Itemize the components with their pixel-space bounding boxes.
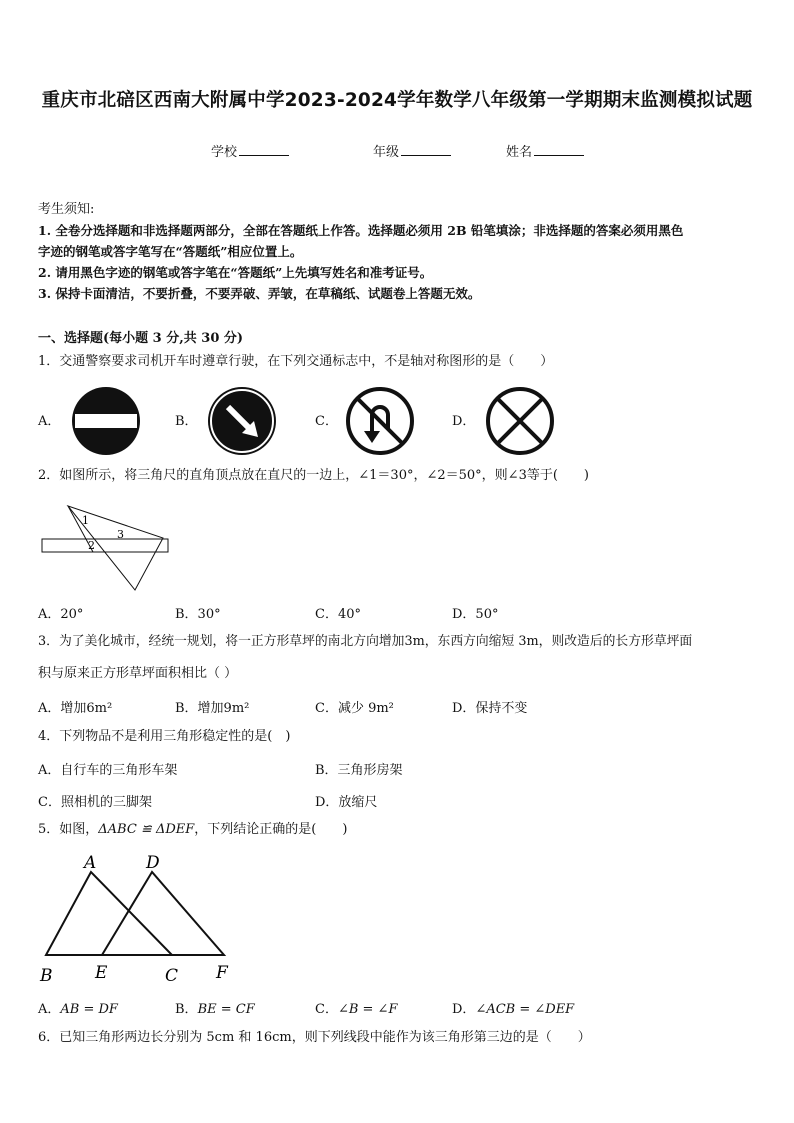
- q5-stem-suffix: ，下列结论正确的是( ): [194, 822, 348, 837]
- no-entry-sign-icon: [70, 385, 142, 457]
- question-2-stem: 2．如图所示，将三角尺的直角顶点放在直尺的一边上，∠1＝30°，∠2＝50°，则∠3等于( ): [38, 468, 589, 483]
- q5-vertex-f-label: F: [216, 963, 228, 983]
- q4-option-b: B．三角形房架: [315, 763, 403, 778]
- q5-stem-math: ΔABC ≌ ΔDEF: [98, 822, 195, 837]
- q4-option-d: D．放缩尺: [315, 795, 378, 810]
- school-field: [211, 141, 289, 160]
- q5-vertex-b-label: B: [40, 966, 53, 986]
- notice-item-1: 1. 全卷分选择题和非选择题两部分，全部在答题纸上作答。选择题必须用 2B 铅笔填涂；非选择题的答案必须用黑色: [38, 223, 684, 238]
- q2-option-a: A．20°: [38, 607, 84, 622]
- q5-option-d-prefix: D．: [452, 1002, 476, 1017]
- question-4-stem: 4．下列物品不是利用三角形稳定性的是( ): [38, 729, 291, 744]
- q5-option-d: [452, 998, 574, 1017]
- grade-blank: [401, 143, 451, 156]
- notice-item-1-cont: 字迹的钢笔或答字笔写在“答题纸”相应位置上。: [38, 244, 303, 259]
- q3-option-a: A．增加6m²: [38, 701, 113, 716]
- q1-label-d: D．: [452, 414, 476, 429]
- notice-heading: 考生须知:: [38, 202, 95, 217]
- q2-option-b: B．30°: [175, 607, 221, 622]
- q5-option-b-math: BE = CF: [197, 1002, 255, 1017]
- question-6-stem: 6．已知三角形两边长分别为 5cm 和 16cm，则下列线段中能作为该三角形第三边的是（ ）: [38, 1030, 591, 1045]
- question-1-stem: 1．交通警察要求司机开车时遵章行驶，在下列交通标志中，不是轴对称图形的是（ ）: [38, 354, 554, 369]
- q1-label-c: C．: [315, 414, 338, 429]
- q5-option-a: [38, 998, 118, 1017]
- q5-option-c-math: ∠B = ∠F: [337, 1002, 398, 1017]
- q5-option-c-prefix: C．: [315, 1002, 338, 1017]
- q2-option-c: C．40°: [315, 607, 361, 622]
- question-3-stem-line-1: 3．为了美化城市，经统一规划，将一正方形草坪的南北方向增加3m，东西方向缩短 3m，则改造后的长方形草坪面: [38, 634, 693, 649]
- q5-vertex-e-label: E: [95, 963, 108, 983]
- name-field: [506, 141, 584, 160]
- q5-triangles-figure: [38, 850, 238, 990]
- question-5-stem: [38, 820, 347, 840]
- name-label: 姓名: [506, 145, 533, 160]
- q5-vertex-d-label: D: [146, 853, 160, 873]
- section-heading: 一、选择题(每小题 3 分,共 30 分): [38, 331, 244, 346]
- q5-vertex-a-label: A: [84, 853, 97, 873]
- q4-option-c: C．照相机的三脚架: [38, 795, 152, 810]
- page-title: 重庆市北碚区西南大附属中学2023-2024学年数学八年级第一学期期末监测模拟试题: [41, 90, 753, 111]
- q5-option-d-math: ∠ACB = ∠DEF: [475, 1002, 575, 1017]
- q5-vertex-c-label: C: [165, 966, 179, 986]
- q5-option-a-math: AB = DF: [60, 1002, 118, 1017]
- q3-option-c: C．减少 9m²: [315, 701, 394, 716]
- q5-option-b: [175, 998, 255, 1017]
- school-blank: [239, 143, 289, 156]
- keep-right-sign-icon: [206, 385, 278, 457]
- q3-option-d: D．保持不变: [452, 701, 528, 716]
- grade-field: [373, 141, 451, 160]
- notice-item-2: 2. 请用黑色字迹的钢笔或答字笔在“答题纸”上先填写姓名和准考证号。: [38, 265, 433, 280]
- q2-angle-3-label: 3: [117, 528, 124, 541]
- q1-label-a: A．: [38, 414, 61, 429]
- grade-label: 年级: [373, 145, 400, 160]
- q5-option-c: [315, 998, 397, 1017]
- q4-option-a: A．自行车的三角形车架: [38, 763, 178, 778]
- q2-option-d: D．50°: [452, 607, 499, 622]
- q2-ruler-triangle-figure: [38, 500, 178, 596]
- q2-angle-2-label: 2: [88, 539, 95, 552]
- no-stopping-sign-icon: [484, 385, 556, 457]
- no-u-turn-sign-icon: [344, 385, 416, 457]
- notice-item-3: 3. 保持卡面清洁，不要折叠，不要弄破、弄皱，在草稿纸、试题卷上答题无效。: [38, 286, 481, 301]
- q5-option-a-prefix: A．: [38, 1002, 61, 1017]
- name-blank: [534, 143, 584, 156]
- q3-option-b: B．增加9m²: [175, 701, 250, 716]
- question-3-stem-line-2: 积与原来正方形草坪面积相比（ ）: [38, 666, 238, 681]
- q2-angle-1-label: 1: [82, 514, 89, 527]
- school-label: 学校: [211, 145, 238, 160]
- q5-stem-prefix: 5．如图，: [38, 822, 99, 837]
- q1-label-b: B．: [175, 414, 198, 429]
- q5-option-b-prefix: B．: [175, 1002, 198, 1017]
